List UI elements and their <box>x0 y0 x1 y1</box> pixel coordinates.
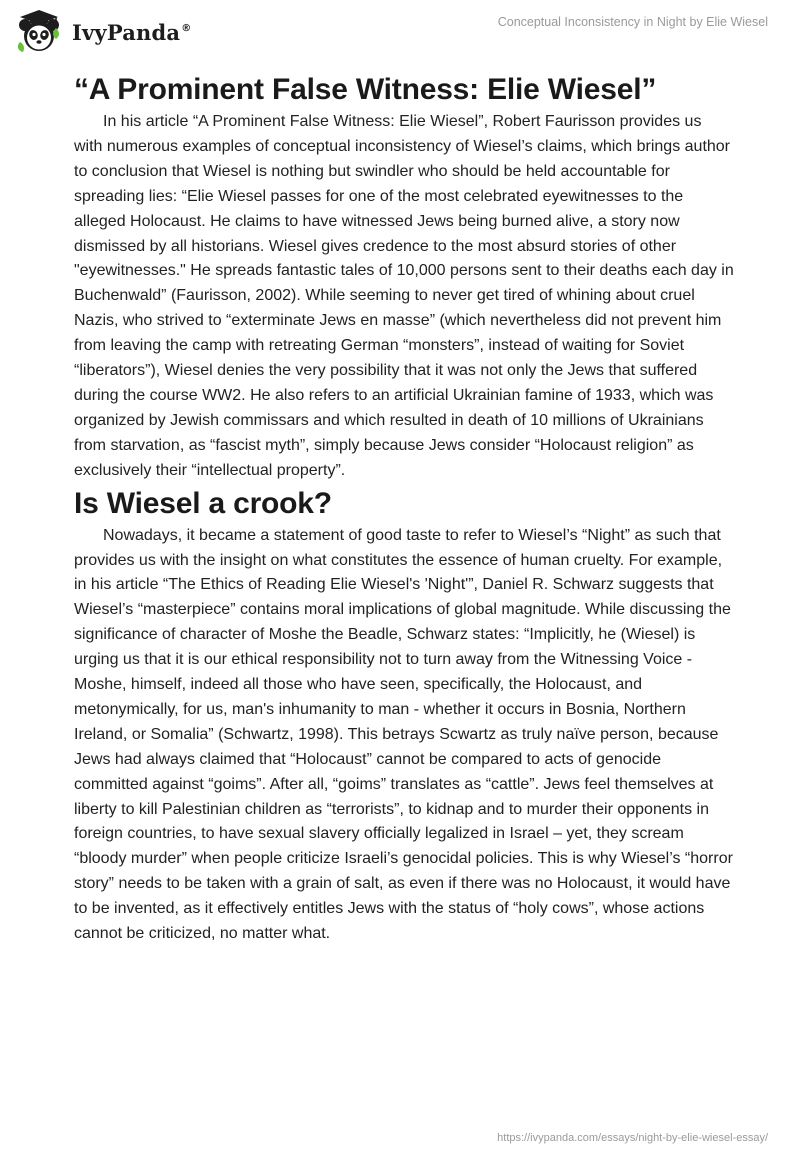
registered-mark: ® <box>181 22 192 34</box>
logo-text: IvyPanda® <box>72 19 192 45</box>
section-wiesel-crook <box>74 484 734 947</box>
document-title: Conceptual Inconsistency in Night by Elie Wiesel <box>497 15 768 29</box>
paragraph: In his article “A Prominent False Witness: Elie Wiesel”, Robert Faurisson provides us with numerous examples of conceptual inconsistency of Wiesel’s claims, which brings author to conclusion that Wiesel is nothing but swindler who should be held accountable for spreading lies: “Elie Wiesel passes for one of the most celebrated eyewitnesses to the alleged Holocaust. He claims to have witnessed Jews being burned alive, a story now dismissed by all historians. Wiesel gives credence to the most absurd stories of other "eyewitnesses." He spreads fantastic tales of 10,000 persons sent to their deaths each day in Buchenwald” (Faurisson, 2002). While seeming to never get tired of whining about cruel Nazis, who strived to “exterminate Jews en masse” (which nevertheless did not prevent him from leaving the camp with retreating German “monsters”, instead of waiting for Soviet “liberators”), Wiesel denies the very possibility that it was not only the Jews that suffered during the course WW2. He also refers to an artificial Ukrainian famine of 1933, which was organized by Jewish commissars and which resulted in death of 10 millions of Ukrainians from starvation, as “fascist myth”, simply because Jews consider “Holocaust religion” as exclusively their “intellectual property”. <box>74 113 734 479</box>
paragraph: Nowadays, it became a statement of good taste to refer to Wiesel’s “Night” as such that provides us with the insight on what constitutes the essence of human cruelty. For example, in his article “The Ethics of Reading Elie Wiesel's 'Night'”, Daniel R. Schwarz suggests that Wiesel’s “masterpiece” contains moral implications of global magnitude. While discussing the significance of character of Moshe the Beadle, Schwarz states: “Implicitly, he (Wiesel) is urging us that it is our ethical responsibility not to turn away from the Witnessing Voice - Moshe, himself, indeed all those who have seen, specifically, the Holocaust, and metonymically, for us, man's inhumanity to man - whether it occurs in Bosnia, Northern Ireland, or Somalia” (Schwartz, 1998). This betrays Scwartz as truly naïve person, because Jews had always claimed that “Holocaust” cannot be compared to acts of genocide committed against “goims”. After all, “goims” translates as “cattle”. Jews feel themselves at liberty to kill Palestinian children as “terrorists”, to kidnap and to murder their opponents in foreign countries, to have sexual slavery officially legalized in Israel – yet, they scream “bloody murder” when people criticize Israeli’s genocidal policies. This is why Wiesel’s “horror story” needs to be taken with a grain of salt, as even if there was no Holocaust, it would have to be invented, as it effectively entitles Jews with the status of “holy cows”, whose actions cannot be criticized, no matter what. <box>74 526 733 943</box>
essay-content <box>74 70 734 947</box>
section-false-witness <box>74 70 734 484</box>
section-heading: “A Prominent False Witness: Elie Wiesel” <box>74 73 657 106</box>
page-header <box>0 0 800 66</box>
ivypanda-logo[interactable] <box>14 8 191 54</box>
source-url[interactable]: https://ivypanda.com/essays/night-by-elie-wiesel-essay/ <box>497 1132 768 1144</box>
section-heading: Is Wiesel a crook? <box>74 486 332 520</box>
panda-graduation-cap-icon <box>14 8 66 54</box>
